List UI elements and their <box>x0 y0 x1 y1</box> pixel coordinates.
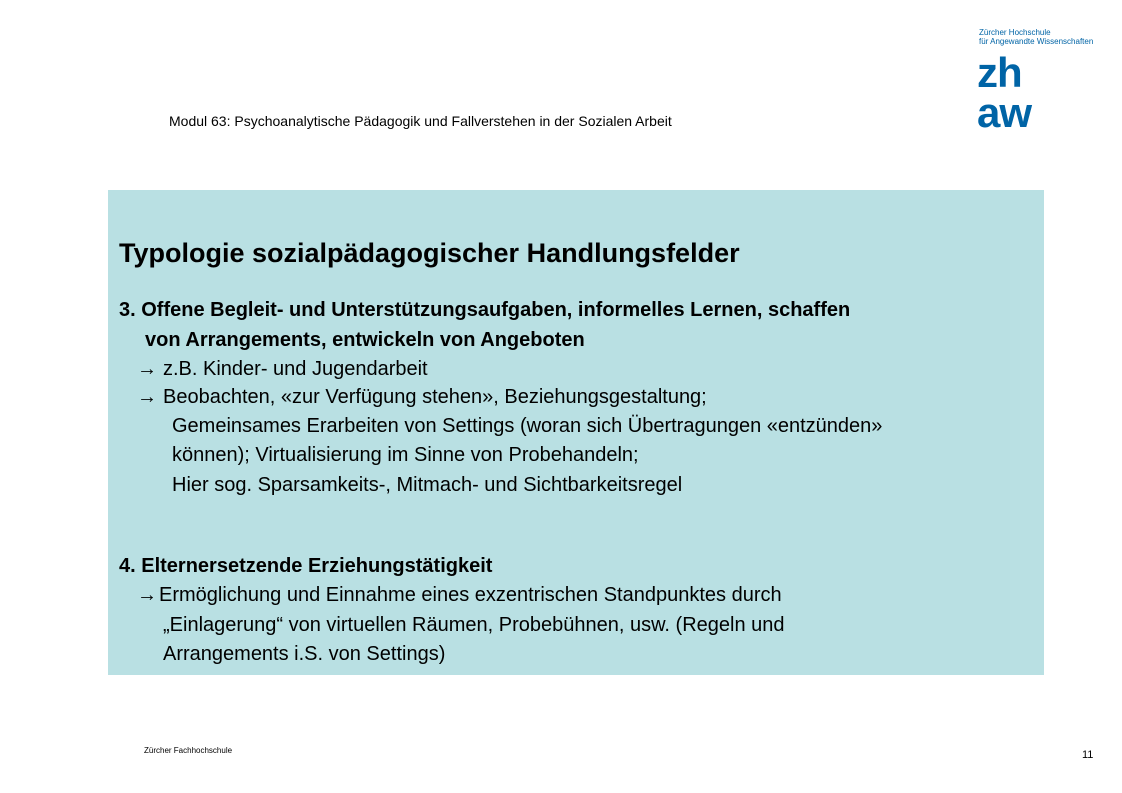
section4-bullet1-text: Ermöglichung und Einnahme eines exzentrischen Standpunktes durch <box>159 584 782 606</box>
section3-heading-line1: 3. Offene Begleit- und Unterstützungsaufgaben, informelles Lernen, schaffen <box>119 299 851 321</box>
section3-heading-line2: von Arrangements, entwickeln von Angeboten <box>145 329 585 351</box>
footer-institution: Zürcher Fachhochschule <box>144 746 233 755</box>
section3-bullet1-text: z.B. Kinder- und Jugendarbeit <box>163 358 428 380</box>
section4-bullet1 <box>137 582 782 608</box>
page-number: 11 <box>1082 749 1094 761</box>
logo-text-line1: Zürcher Hochschule <box>979 28 1051 37</box>
section4-cont2: Arrangements i.S. von Settings) <box>163 643 446 665</box>
zhaw-logo <box>979 28 1104 140</box>
arrow-right-icon: → <box>137 584 157 606</box>
slide-title: Typologie sozialpädagogischer Handlungsfelder <box>119 238 740 268</box>
logo-text-line2: für Angewandte Wissenschaften <box>979 37 1094 46</box>
section3-cont3: Hier sog. Sparsamkeits-, Mitmach- und Sichtbarkeitsregel <box>172 474 683 496</box>
arrow-right-icon: → <box>137 358 157 380</box>
logo-mark-bottom: aw <box>977 89 1032 136</box>
section4-heading: 4. Elternersetzende Erziehungstätigkeit <box>119 555 493 577</box>
section3-bullet2 <box>137 384 707 410</box>
section3-bullet2-text: Beobachten, «zur Verfügung stehen», Beziehungsgestaltung; <box>163 386 707 408</box>
section3-cont2: können); Virtualisierung im Sinne von Probehandeln; <box>172 444 639 466</box>
module-title: Modul 63: Psychoanalytische Pädagogik und Fallverstehen in der Sozialen Arbeit <box>169 113 672 129</box>
section3-cont1: Gemeinsames Erarbeiten von Settings (woran sich Übertragungen «entzünden» <box>172 415 883 437</box>
section3-bullet1 <box>137 356 428 382</box>
section4-cont1: „Einlagerung“ von virtuellen Räumen, Probebühnen, usw. (Regeln und <box>163 614 785 636</box>
content-box <box>108 190 1044 675</box>
arrow-right-icon: → <box>137 386 157 408</box>
logo-mark-top: zh <box>977 49 1022 96</box>
